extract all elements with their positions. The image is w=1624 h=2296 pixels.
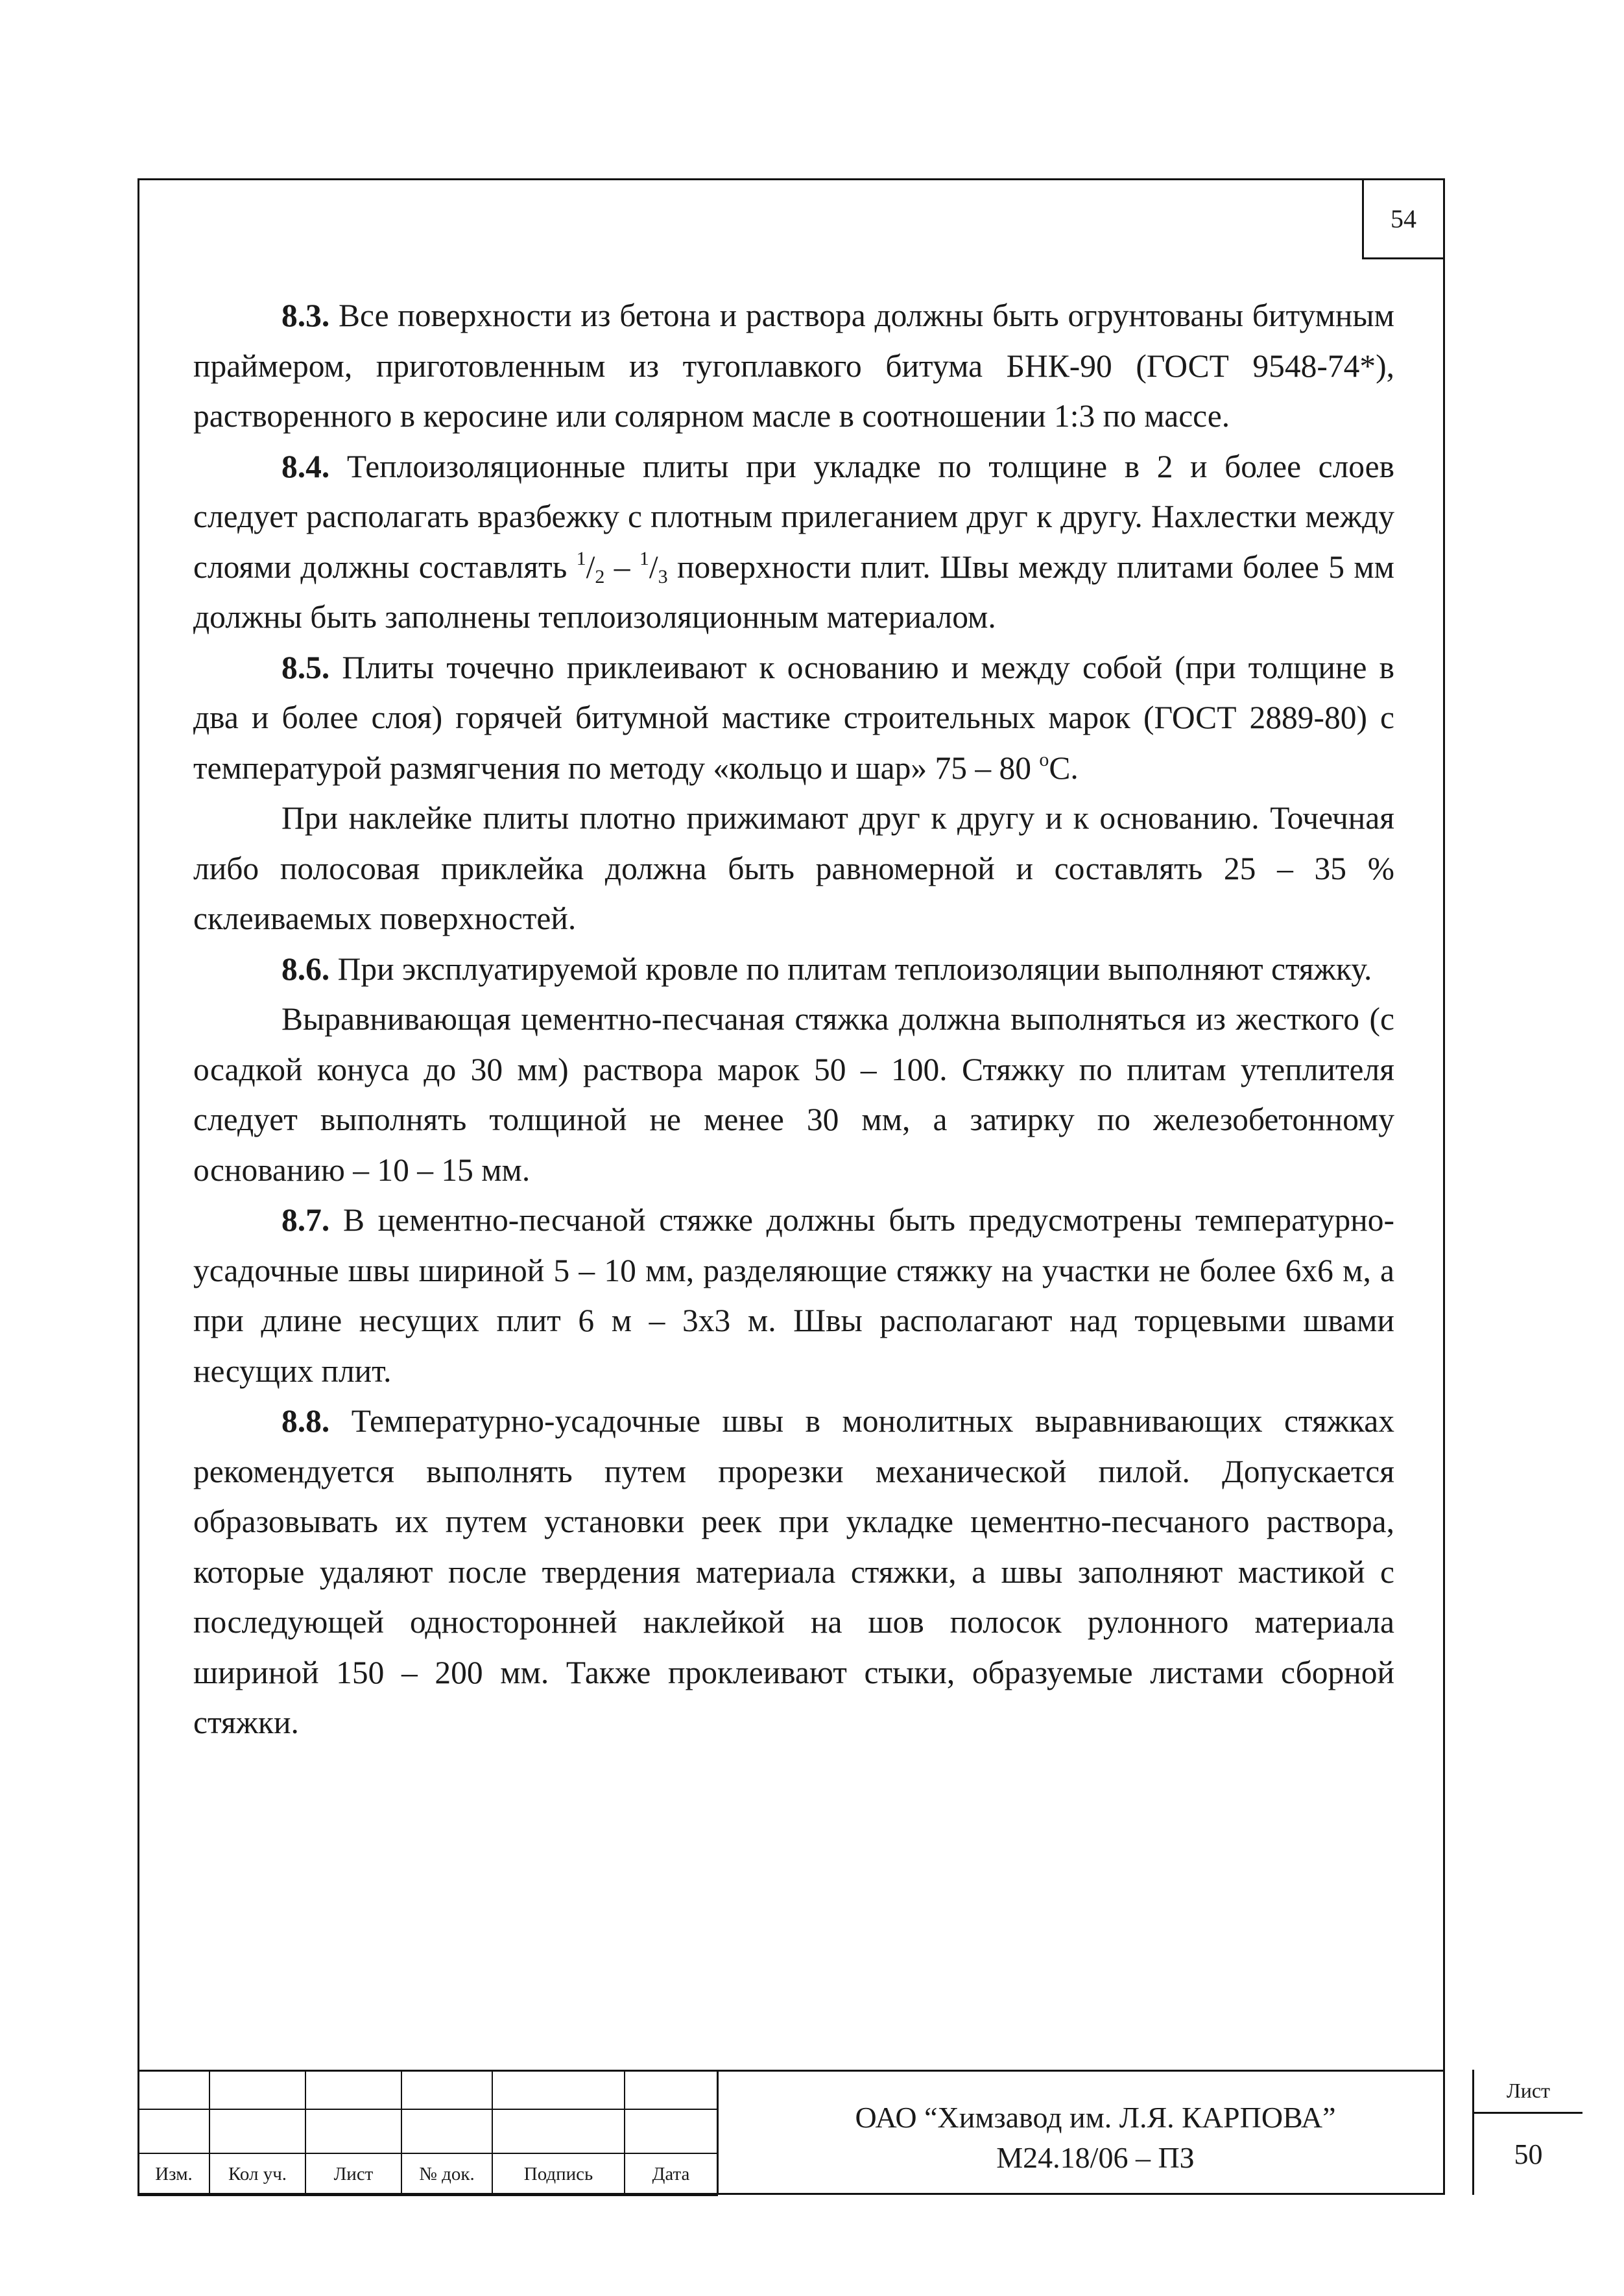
fraction-numerator: 1 xyxy=(639,547,649,569)
document-code: М24.18/06 – ПЗ xyxy=(996,2140,1195,2174)
table-cell xyxy=(138,2070,209,2109)
sheet-label: Лист xyxy=(1474,2070,1582,2114)
sheet-number: 50 xyxy=(1514,2138,1543,2170)
paragraph-text: Все поверхности из бетона и раствора должны быть огрунтованы битумным праймером, приготовленным из тугоплавкого битума БНК-90 (ГОСТ 9548-74*), растворенного в керосине или солярном масле в соотношении 1:3 по массе. xyxy=(193,298,1394,434)
table-cell xyxy=(209,2070,305,2109)
clause-number: 8.8. xyxy=(281,1403,330,1439)
paragraph-8-3 xyxy=(193,290,1394,442)
revision-row xyxy=(138,2070,717,2109)
frame-top-border xyxy=(137,178,1363,180)
clause-number: 8.6. xyxy=(281,951,330,987)
document-title xyxy=(717,2070,1474,2195)
sheet-cell xyxy=(1474,2070,1582,2195)
paragraph-8-4: 8.4. Теплоизоляционные плиты при укладке по толщине в 2 и более слоев следует располагать вразбежку с плотным прилеганием друг к другу. Нахлестки между слоями должны составлять $^1/_2 - ^1/_3$ поверхности плит. Швы между плитами более 5 мм должны быть заполнены теплоизоляционным материалом. xyxy=(193,448,1394,635)
paragraph-8-8 xyxy=(193,1396,1394,1748)
header-list: Лист xyxy=(305,2153,401,2195)
table-cell xyxy=(625,2109,717,2153)
paragraph-text: Температурно-усадочные швы в монолитных выравнивающих стяжках рекомендуется выполнять путем прорезки механической пилой. Допускается образовывать их путем установки реек при укладке цементно-песчаного раствора, которые удаляют после твердения материала стяжки, а швы заполняют мастикой с последующей односторонней наклейкой на шов полосок рулонного материала шириной 150 – 200 мм. Также проклеивают стыки, образуемые листами сборной стяжки. xyxy=(193,1403,1394,1740)
header-doc-no: № док. xyxy=(401,2153,492,2195)
header-signature: Подпись xyxy=(492,2153,625,2195)
revision-header-row xyxy=(138,2153,717,2195)
header-date: Дата xyxy=(625,2153,717,2195)
paragraph-text: С. xyxy=(1049,750,1079,786)
header-kol-uch: Кол уч. xyxy=(209,2153,305,2195)
table-cell xyxy=(305,2109,401,2153)
page-number: 54 xyxy=(1391,204,1416,233)
title-block xyxy=(137,2070,1550,2195)
degree-sign: o xyxy=(1039,748,1049,770)
fraction-denominator: 2 xyxy=(595,565,605,587)
organization-name: ОАО “Химзавод им. Л.Я. КАРПОВА” xyxy=(855,2100,1336,2134)
paragraph-text: При наклейке плиты плотно прижимают друг к другу и к основанию. Точечная либо полосовая приклейка должна быть равномерной и составлять 25 – 35 % склеиваемых поверхностей. xyxy=(193,800,1394,936)
paragraph-8-6-cont xyxy=(193,994,1394,1195)
table-cell xyxy=(401,2109,492,2153)
table-cell xyxy=(625,2070,717,2109)
fraction-dash: – xyxy=(604,549,639,585)
paragraph-text: Выравнивающая цементно-песчаная стяжка должна выполняться из жесткого (с осадкой конуса до 30 мм) раствора марок 50 – 100. Стяжку по плитам утеплителя следует выполнять толщиной не менее 30 мм, а затирку по железобетонному основанию – 10 – 15 мм. xyxy=(193,1001,1394,1188)
paragraph-8-5-cont xyxy=(193,793,1394,944)
paragraph-text: поверхности плит. Швы между плитами более 5 мм должны быть заполнены теплоизоляционным материалом. xyxy=(193,549,1394,635)
document-body xyxy=(193,290,1394,1748)
paragraph-text: В цементно-песчаной стяжке должны быть предусмотрены температурно-усадочные швы шириной 5 – 10 мм, разделяющие стяжку на участки не более 6х6 м, а при длине несущих плит 6 м – 3х3 м. Швы располагают над торцевыми швами несущих плит. xyxy=(193,1202,1394,1389)
table-cell xyxy=(305,2070,401,2109)
fraction-denominator: 3 xyxy=(658,565,668,587)
clause-number: 8.3. xyxy=(281,298,330,333)
paragraph-8-7 xyxy=(193,1195,1394,1396)
revision-row xyxy=(138,2109,717,2153)
header-izm: Изм. xyxy=(138,2153,209,2195)
clause-number: 8.4. xyxy=(281,448,330,484)
clause-number: 8.5. xyxy=(281,649,330,685)
table-cell xyxy=(209,2109,305,2153)
paragraph-text: Плиты точечно приклеивают к основанию и между собой (при толщине в два и более слоя) горячей битумной мастике строительных марок (ГОСТ 2889-80) с температурой размягчения по методу «кольцо и шар» 75 – 80 xyxy=(193,649,1394,786)
paragraph-8-6 xyxy=(193,944,1394,995)
paragraph-text: При эксплуатируемой кровле по плитам теплоизоляции выполняют стяжку. xyxy=(329,951,1372,987)
clause-number: 8.7. xyxy=(281,1202,330,1238)
table-cell xyxy=(492,2070,625,2109)
table-cell xyxy=(138,2109,209,2153)
paragraph-8-5 xyxy=(193,643,1394,794)
table-cell xyxy=(401,2070,492,2109)
paragraph-text: Теплоизоляционные плиты при укладке по толщине в 2 и более слоев следует располагать вразбежку с плотным прилеганием друг к другу. Нахлестки между слоями должны составлять xyxy=(193,448,1394,585)
page-number-box xyxy=(1362,178,1445,259)
table-cell xyxy=(492,2109,625,2153)
fraction-numerator: 1 xyxy=(576,547,586,569)
revision-table xyxy=(137,2070,718,2196)
